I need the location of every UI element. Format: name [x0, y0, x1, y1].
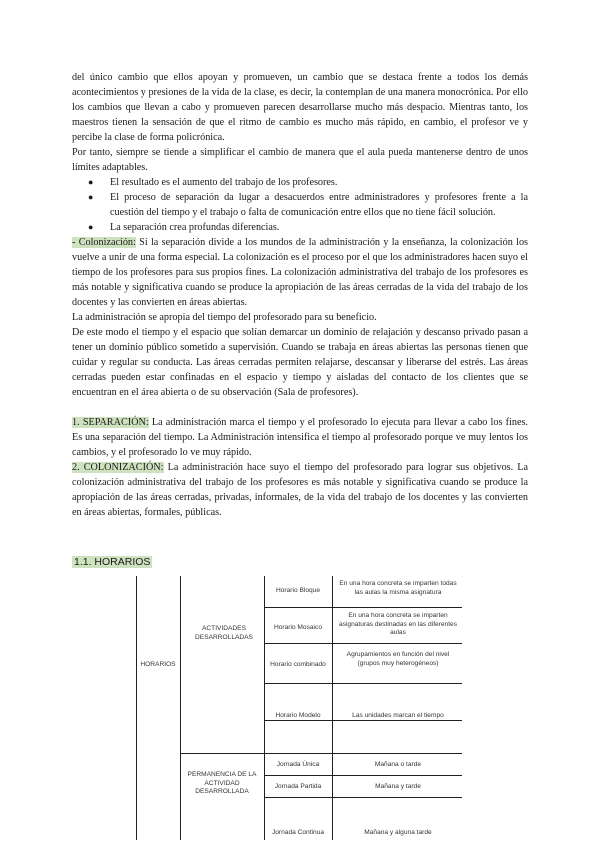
row-desc: Mañana o tarde	[374, 761, 422, 768]
row-desc: Mañana y tarde	[375, 783, 421, 790]
paragraph-colonizacion: - Colonización: Si la separación divide a los mundos de la administración y la enseñanza, la colonización los vuelve a unir de una forma especial. La colonización es el proceso por el que los administradores hacen suyo el tiempo de los profesores para sus propios fines. La colonización administrativa del trabajo de los profesores es más notable y significativa cuando se produce la apropiación de las áreas cerradas de la vida del trabajo de los docentes y las convierten en áreas abiertas.	[72, 237, 529, 308]
row-desc: En una hora concreta se imparten asignaturas destinadas en las diferentes aulas	[338, 612, 458, 636]
paragraph: De este modo el tiempo y el espacio que solían demarcar un dominio de relajación y descanso privado pasan a tener un dominio público sometido a supervisión. Cuando se trabaja en áreas abiertas las personas tienen que cuidar y regular su conducta. Las áreas cerradas permiten relajarse, descansar y liberarse del estrés. Las áreas cerradas pueden estar confinadas en el espacio y tiempo y aisladas del contacto de los clientes que se encuentran en el área abierta o de su observación (Sala de profesores).	[72, 327, 528, 398]
row-name: Horario Mosaico	[273, 624, 322, 631]
row-desc: Agrupamientos en función del nivel (grupos muy heterogéneos)	[346, 651, 450, 667]
diagram-group-1: ACTIVIDADES DESARROLLADAS	[195, 625, 253, 641]
list-item: ● La separación crea profundas diferencias.	[88, 222, 280, 233]
paragraph-separacion: 1. SEPARACIÓN: La administración marca el tiempo y el profesorado lo ejecuta para llevar a cabo los fines. Es una separación del tiempo. La Administración intensifica el tiempo al profesorado porque ve muy lentos los cambios, y el profesorado lo ve muy rápido.	[72, 417, 528, 458]
paragraph-colonizacion-2: 2. COLONIZACIÓN: La administración hace suyo el tiempo del profesorado para lograr sus objetivos. La colonización administrativa del trabajo de los profesores es más notable y significativa cuando se produce la apropiación de las áreas cerradas, privadas, informales, de la vida del trabajo de los docentes y las convierten en áreas abiertas, formales, públicas.	[72, 462, 528, 518]
document-body	[72, 70, 528, 520]
list-item: ● El proceso de separación da lugar a desacuerdos entre administradores y profesores frente a la cuestión del tiempo y el trabajo o falta de comunicación entre ellos que no tiene fácil solución.	[88, 192, 528, 218]
row-name: Jornada Única	[276, 761, 320, 768]
row-name: Jornada Partida	[274, 783, 322, 790]
row-desc: Las unidades marcan el tiempo	[352, 712, 444, 719]
diagram-group-2: PERMANENCIA DE LA ACTIVIDAD DESARROLLADA	[187, 771, 257, 795]
row-name: Horario combinado	[270, 661, 326, 668]
row-name: Jornada Continua	[271, 829, 325, 836]
row-name: Horario Bloque	[276, 587, 320, 594]
paragraph: La administración se apropia del tiempo del profesorado para su beneficio.	[72, 312, 377, 323]
row-desc: Mañana y alguna tarde	[364, 829, 432, 836]
paragraph: del único cambio que ellos apoyan y promueven, un cambio que se destaca frente a todos los demás acontecimientos y presiones de la vida de la clase, es decir, la contemplan de una manera monocrónica. Por ello los cambios que llevan a cabo y promueven parecen desarrollarse mucho más despacio. Mientras tanto, los maestros tienen la sensación de que el ritmo de cambio es mucho más rápido, en cambio, el profesor ve y percibe la clase de forma policrónica.	[72, 72, 528, 143]
row-name: Horario Modelo	[275, 712, 321, 719]
diagram-root: HORARIOS	[140, 661, 176, 668]
highlight-label: - Colonización:	[72, 237, 136, 248]
bullet-icon: ●	[88, 177, 94, 187]
section-heading: 1.1. HORARIOS	[74, 556, 151, 568]
bullet-icon: ●	[88, 222, 94, 232]
list-item: ● El resultado es el aumento del trabajo de los profesores.	[88, 177, 338, 188]
highlight-label: 1. SEPARACIÓN:	[72, 417, 149, 428]
paragraph: Por tanto, siempre se tiende a simplificar el cambio de manera que el aula pueda mantenerse dentro de unos límites adaptables.	[72, 147, 528, 173]
bullet-list	[72, 175, 528, 235]
highlight-label: 2. COLONIZACIÓN:	[72, 462, 164, 473]
row-desc: En una hora concreta se imparten todas las aulas la misma asignatura	[339, 580, 457, 596]
bullet-icon: ●	[88, 192, 94, 202]
